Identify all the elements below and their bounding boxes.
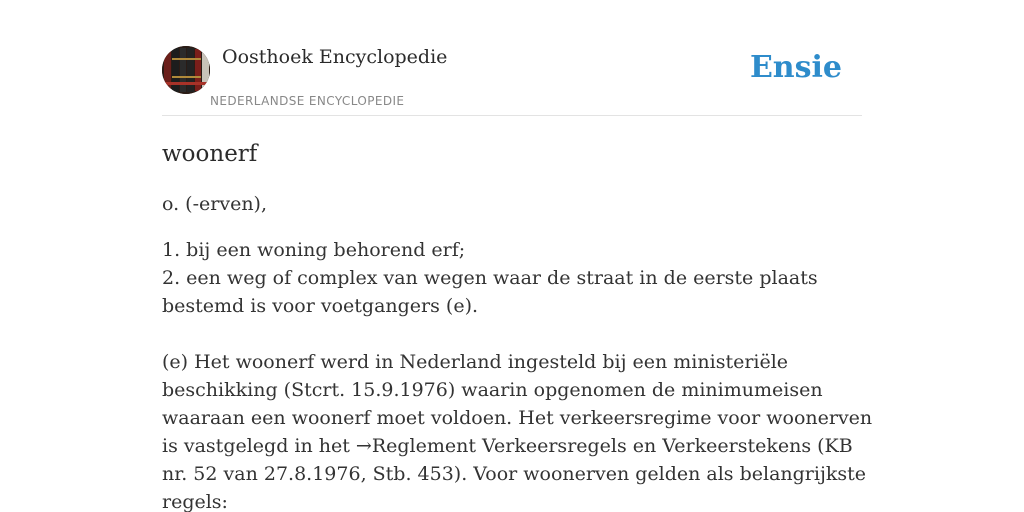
crossref-link[interactable]: Reglement Verkeersregels en Verkeerstekens [371,435,812,457]
header-divider [162,115,862,116]
site-title-link[interactable]: Oosthoek Encyclopedie [222,46,448,68]
note-text-continued: (KB nr. 52 van 27.8.1976, Stb. 453). Voor woonerven gelden als belangrijkste regels: [162,435,866,512]
entry-grammar: o. (-erven), [162,193,268,215]
definition-item: 2. een weg of complex van wegen waar de straat in de eerste plaats bestemd is voor voetgangers (e). [162,267,818,317]
crossref-arrow-icon: → [355,435,372,457]
site-header [162,46,862,116]
entry-definitions [162,236,874,320]
note-text: (e) Het woonerf werd in Nederland ingesteld bij een ministeriële beschikking (Stcrt. 15.9.1976) waarin opgenomen de minimumeisen waaraan een woonerf moet voldoen. Het verkeersregime voor woonerven is vastgelegd in het [162,351,873,457]
book-spines-icon[interactable] [162,46,210,94]
entry-content [162,138,874,512]
ensie-logo-link[interactable]: Ensie [749,50,842,85]
entry-title: woonerf [162,141,258,167]
entry-note [162,348,874,512]
site-subtitle: NEDERLANDSE ENCYCLOPEDIE [210,94,405,108]
definition-item: 1. bij een woning behorend erf; [162,239,466,261]
